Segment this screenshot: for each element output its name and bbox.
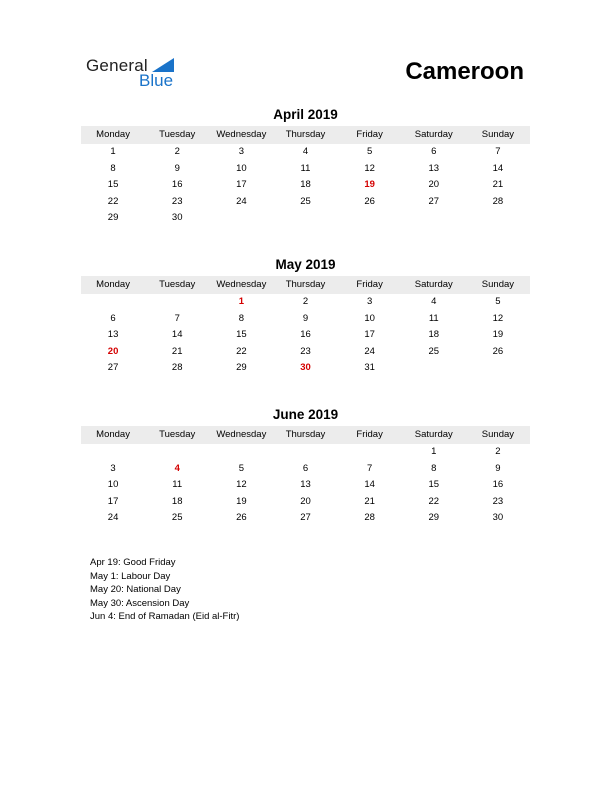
week-row — [81, 177, 530, 194]
day-cell: 4 — [431, 296, 437, 307]
day-cell — [338, 210, 402, 227]
day-cell: 17 — [107, 495, 119, 507]
month-calendar-june — [81, 406, 530, 527]
weekday-header-row — [81, 126, 530, 144]
day-cell: 12 — [364, 162, 375, 174]
day-cell: 26 — [236, 512, 247, 524]
month-title: May 2019 — [275, 257, 336, 272]
weekday-header-row — [81, 426, 530, 444]
day-cell: 3 — [110, 462, 116, 474]
day-cell: 5 — [495, 296, 501, 307]
weekday-label: Friday — [356, 279, 383, 290]
week-row — [81, 327, 530, 344]
week-row — [81, 444, 530, 461]
day-cell: 20 — [428, 179, 440, 191]
day-cell: 3 — [366, 296, 373, 307]
week-row — [81, 344, 530, 361]
day-cell: 13 — [428, 162, 440, 174]
day-cell: 1 — [431, 446, 437, 457]
day-cell — [81, 444, 145, 461]
day-cell: 27 — [428, 195, 440, 207]
day-cell: 24 — [236, 195, 247, 207]
day-cell: 11 — [428, 312, 439, 324]
day-cell: 28 — [492, 195, 504, 207]
day-cell: 19 — [492, 329, 504, 341]
day-cell: 3 — [238, 146, 244, 157]
week-row — [81, 360, 530, 377]
holiday-list — [90, 556, 239, 624]
day-cell: 30 — [492, 512, 504, 524]
day-cell: 2 — [174, 146, 180, 157]
holiday-list-item: May 30: Ascension Day — [90, 597, 190, 609]
day-cell: 12 — [236, 479, 247, 491]
day-cell: 30 — [171, 212, 183, 224]
weekday-label: Monday — [96, 279, 130, 290]
weekday-label: Wednesday — [216, 129, 267, 140]
holiday-list-item: May 20: National Day — [90, 584, 181, 595]
month-title: June 2019 — [272, 407, 339, 422]
day-cell: 14 — [171, 329, 183, 341]
day-cell: 19 — [236, 495, 247, 507]
day-cell: 18 — [171, 495, 183, 507]
day-cell — [466, 210, 530, 227]
day-cell: 23 — [300, 345, 311, 357]
day-cell — [145, 294, 209, 311]
day-cell: 22 — [428, 495, 440, 507]
day-cell: 16 — [171, 179, 183, 191]
week-row — [81, 210, 530, 227]
week-row — [81, 161, 530, 178]
day-cell: 9 — [174, 162, 180, 174]
day-cell — [466, 360, 530, 377]
day-cell: 25 — [428, 345, 440, 357]
weekday-label: Wednesday — [216, 429, 267, 440]
day-cell: 7 — [366, 462, 373, 474]
day-cell: 6 — [110, 312, 116, 324]
weekday-label: Tuesday — [159, 279, 196, 290]
week-row — [81, 311, 530, 328]
week-row — [81, 144, 530, 161]
day-cell: 15 — [107, 179, 119, 191]
holiday-day-cell: 30 — [300, 362, 311, 374]
week-row — [81, 294, 530, 311]
weekday-label: Sunday — [481, 429, 515, 440]
weekday-label: Monday — [96, 429, 130, 440]
day-cell: 2 — [495, 446, 501, 457]
logo-general-text: General — [86, 56, 148, 75]
day-cell: 21 — [492, 179, 504, 191]
week-row — [81, 494, 530, 511]
day-cell: 9 — [302, 312, 309, 324]
holiday-day-cell: 19 — [364, 179, 375, 191]
day-cell: 18 — [428, 329, 440, 341]
month-calendar-april — [81, 106, 530, 227]
day-cell: 21 — [171, 345, 183, 357]
day-cell: 10 — [236, 162, 247, 174]
day-cell: 8 — [431, 462, 437, 474]
day-cell: 14 — [492, 162, 504, 174]
day-cell: 29 — [107, 212, 119, 224]
day-cell: 11 — [172, 479, 183, 491]
weekday-label: Thursday — [285, 429, 326, 440]
day-cell: 26 — [364, 195, 375, 207]
holiday-day-cell: 4 — [174, 462, 180, 474]
day-cell: 23 — [492, 495, 504, 507]
day-cell: 13 — [300, 479, 311, 491]
month-calendar-may — [81, 256, 530, 377]
day-cell — [338, 444, 402, 461]
day-cell: 29 — [428, 512, 440, 524]
day-cell: 11 — [300, 162, 311, 174]
day-cell: 16 — [492, 479, 504, 491]
day-cell: 28 — [364, 512, 375, 524]
weekday-label: Sunday — [481, 279, 515, 290]
day-cell: 4 — [302, 146, 309, 157]
day-cell: 26 — [492, 345, 504, 357]
week-row — [81, 461, 530, 478]
day-cell: 15 — [236, 329, 247, 341]
day-cell: 22 — [236, 345, 247, 357]
holiday-list-item: Jun 4: End of Ramadan (Eid al-Fitr) — [90, 611, 240, 622]
day-cell: 24 — [107, 512, 119, 524]
month-title: April 2019 — [273, 107, 338, 122]
holiday-day-cell: 1 — [238, 296, 244, 307]
weekday-label: Saturday — [414, 429, 453, 440]
day-cell — [209, 210, 273, 227]
holiday-day-cell: 20 — [107, 345, 119, 357]
logo-triangle-icon — [152, 58, 174, 72]
day-cell — [402, 210, 466, 227]
weekday-label: Thursday — [285, 129, 326, 140]
weekday-label: Monday — [96, 129, 130, 140]
day-cell: 13 — [107, 329, 119, 341]
weekday-header-row — [81, 276, 530, 294]
country-title: Cameroon — [405, 58, 524, 85]
day-cell — [273, 210, 337, 227]
day-cell: 23 — [171, 195, 183, 207]
day-cell: 8 — [238, 312, 244, 324]
weekday-label: Thursday — [285, 279, 326, 290]
day-cell: 6 — [431, 146, 437, 157]
day-cell: 25 — [171, 512, 183, 524]
day-cell: 24 — [364, 345, 375, 357]
day-cell: 28 — [171, 362, 183, 374]
day-cell: 31 — [364, 362, 375, 374]
day-cell: 10 — [364, 312, 375, 324]
weekday-label: Wednesday — [216, 279, 267, 290]
day-cell: 5 — [238, 462, 244, 474]
weekday-label: Tuesday — [159, 429, 196, 440]
day-cell — [145, 444, 209, 461]
day-cell: 22 — [107, 195, 119, 207]
weekday-label: Saturday — [414, 129, 453, 140]
day-cell: 9 — [495, 462, 501, 474]
day-cell: 17 — [236, 179, 247, 191]
day-cell: 7 — [495, 146, 501, 157]
weekday-label: Tuesday — [159, 129, 196, 140]
weekday-label: Saturday — [414, 279, 453, 290]
weekday-label: Friday — [356, 429, 383, 440]
day-cell — [402, 360, 466, 377]
day-cell: 14 — [364, 479, 375, 491]
day-cell: 6 — [302, 462, 309, 474]
weekday-label: Friday — [356, 129, 383, 140]
holiday-list-item: Apr 19: Good Friday — [90, 557, 176, 568]
week-row — [81, 194, 530, 211]
day-cell: 27 — [300, 512, 311, 524]
day-cell: 15 — [428, 479, 440, 491]
generalblue-logo — [86, 56, 186, 92]
day-cell: 17 — [364, 329, 375, 341]
day-cell: 21 — [364, 495, 375, 507]
day-cell: 8 — [110, 162, 116, 174]
holiday-list-item: May 1: Labour Day — [90, 570, 171, 582]
day-cell: 18 — [300, 179, 311, 191]
weekday-label: Sunday — [481, 129, 515, 140]
day-cell: 29 — [236, 362, 247, 374]
logo-blue-text: Blue — [139, 71, 174, 90]
day-cell: 7 — [174, 312, 180, 324]
day-cell: 12 — [492, 312, 504, 324]
day-cell: 5 — [366, 146, 373, 157]
day-cell: 2 — [302, 296, 309, 307]
day-cell — [273, 444, 337, 461]
week-row — [81, 510, 530, 527]
day-cell — [81, 294, 145, 311]
day-cell: 16 — [300, 329, 311, 341]
day-cell: 25 — [300, 195, 311, 207]
week-row — [81, 477, 530, 494]
day-cell: 27 — [107, 362, 119, 374]
day-cell: 10 — [107, 479, 119, 491]
day-cell: 20 — [300, 495, 311, 507]
day-cell — [209, 444, 273, 461]
day-cell: 1 — [110, 146, 116, 157]
